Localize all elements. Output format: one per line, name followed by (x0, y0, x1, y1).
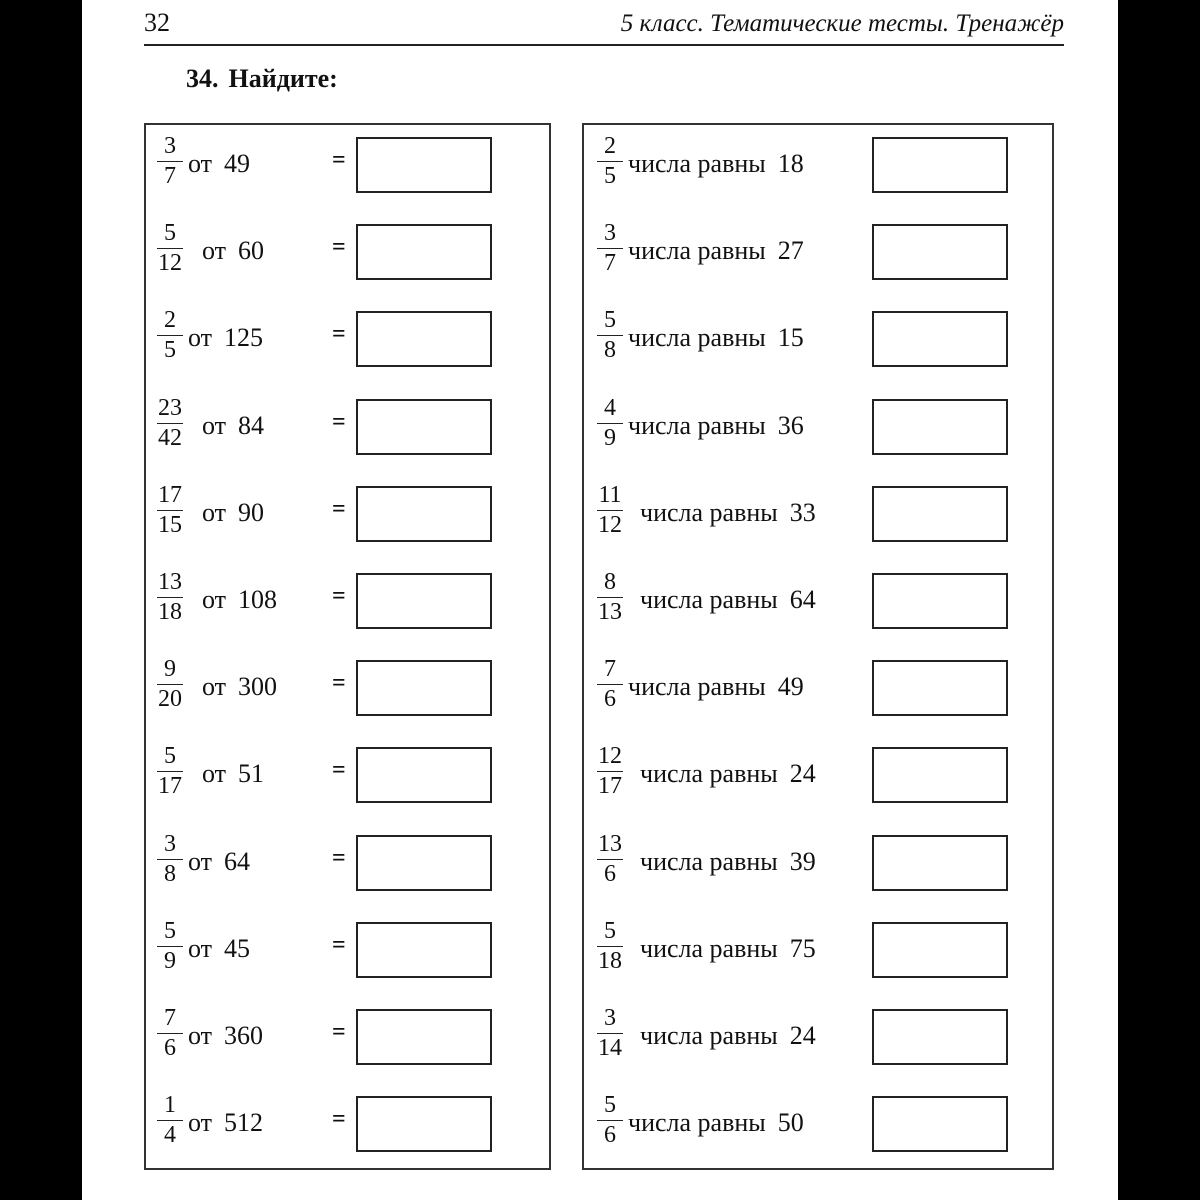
given-value: 360 (224, 1021, 264, 1050)
answer-box[interactable] (356, 399, 492, 455)
given-value: 125 (224, 323, 264, 353)
task-title: Найдите: (228, 64, 338, 93)
fraction-numerator: 13 (158, 569, 182, 595)
given-value: 50 (777, 1108, 804, 1138)
fraction-bar (157, 161, 183, 162)
left-exercise-row (146, 474, 549, 561)
connector-text: от (202, 410, 227, 440)
fraction-denominator: 6 (164, 1035, 176, 1061)
left-exercise-row (146, 299, 549, 386)
answer-box[interactable] (872, 1096, 1008, 1152)
exercise-text (188, 847, 250, 877)
given-value: 15 (777, 323, 804, 353)
equals-sign: = (332, 1106, 346, 1133)
given-value: 45 (224, 933, 251, 963)
given-value: 39 (789, 846, 816, 876)
fraction-numerator: 17 (158, 481, 182, 508)
exercise-text (188, 323, 263, 353)
answer-box[interactable] (356, 224, 492, 280)
fraction-denominator: 9 (164, 947, 176, 974)
fraction-bar (157, 423, 183, 424)
given-value: 90 (238, 497, 265, 527)
fraction-bar (157, 771, 183, 772)
right-exercise-row (584, 474, 1052, 561)
fraction-denominator: 5 (604, 163, 616, 189)
fraction (592, 220, 628, 276)
right-exercise-row (584, 1084, 1052, 1171)
answer-box[interactable] (872, 224, 1008, 280)
answer-box[interactable] (356, 835, 492, 891)
answer-box[interactable] (356, 747, 492, 803)
fraction-bar (597, 1120, 623, 1121)
fraction-denominator: 13 (598, 599, 622, 625)
connector-text: от (188, 933, 213, 963)
fraction-bar (597, 248, 623, 249)
fraction-numerator: 5 (604, 307, 616, 334)
given-value: 300 (238, 672, 278, 702)
fraction-bar (597, 859, 623, 860)
fraction-bar (597, 161, 623, 162)
fraction-denominator: 20 (158, 686, 182, 713)
fraction (152, 395, 188, 451)
fraction-bar (157, 859, 183, 860)
right-exercise-row (584, 125, 1052, 212)
given-value: 49 (777, 672, 804, 702)
fraction (592, 656, 628, 712)
fraction-denominator: 6 (604, 686, 616, 713)
left-exercise-row (146, 125, 549, 212)
given-value: 64 (224, 846, 251, 876)
equals-sign: = (332, 844, 346, 871)
exercise-text (640, 585, 816, 615)
fraction-numerator: 5 (164, 220, 176, 247)
task-heading (186, 64, 348, 94)
exercise-text (640, 759, 816, 789)
running-title: 5 класс. Тематические тесты. Тренажёр (620, 10, 1064, 37)
fraction (152, 831, 188, 887)
fraction (592, 743, 628, 799)
given-value: 60 (238, 236, 265, 266)
connector-text: числа равны (640, 585, 778, 614)
answer-box[interactable] (872, 660, 1008, 716)
left-exercise-row (146, 648, 549, 735)
fraction (152, 133, 188, 189)
given-value: 36 (777, 410, 804, 440)
fraction (592, 307, 628, 363)
answer-box[interactable] (356, 311, 492, 367)
fraction (592, 1005, 628, 1061)
answer-box[interactable] (872, 1009, 1008, 1065)
page-number: 32 (144, 8, 170, 37)
exercise-text (202, 585, 277, 615)
fraction-denominator: 18 (158, 599, 182, 625)
exercise-text (188, 149, 250, 179)
answer-box[interactable] (872, 486, 1008, 542)
right-exercise-row (584, 387, 1052, 474)
fraction (152, 918, 188, 974)
fraction (152, 220, 188, 276)
fraction-denominator: 18 (598, 947, 622, 974)
fraction-bar (597, 684, 623, 685)
fraction (152, 1092, 188, 1148)
exercise-text (202, 498, 264, 528)
fraction-bar (597, 771, 623, 772)
connector-text: числа равны (628, 323, 766, 353)
fraction-numerator: 3 (164, 830, 176, 857)
connector-text: числа равны (640, 1021, 778, 1050)
fraction-numerator: 5 (604, 917, 616, 944)
connector-text: числа равны (628, 236, 766, 266)
given-value: 49 (224, 149, 251, 178)
right-exercise-row (584, 997, 1052, 1084)
fraction-numerator: 3 (604, 220, 616, 247)
connector-text: от (188, 1108, 213, 1138)
fraction-numerator: 8 (604, 569, 616, 595)
left-exercise-row (146, 1084, 549, 1171)
fraction-denominator: 15 (158, 511, 182, 538)
fraction-bar (597, 946, 623, 947)
fraction-denominator: 17 (158, 773, 182, 800)
exercise-text (640, 934, 816, 964)
fraction-numerator: 7 (164, 1005, 176, 1031)
connector-text: от (202, 759, 227, 789)
exercise-text (640, 498, 816, 528)
answer-box[interactable] (872, 573, 1008, 629)
fraction-denominator: 4 (164, 1122, 176, 1149)
answer-box[interactable] (872, 747, 1008, 803)
fraction-bar (157, 1033, 183, 1034)
fraction (152, 1005, 188, 1061)
given-value: 64 (789, 585, 816, 614)
fraction (152, 656, 188, 712)
fraction-numerator: 4 (604, 394, 616, 421)
answer-box[interactable] (356, 1096, 492, 1152)
fraction-bar (157, 1120, 183, 1121)
connector-text: числа равны (628, 410, 766, 440)
fraction (592, 918, 628, 974)
exercise-text (188, 1021, 263, 1051)
fraction (592, 482, 628, 538)
equals-sign: = (332, 495, 346, 522)
equals-sign: = (332, 408, 346, 435)
exercise-text (640, 847, 816, 877)
fraction (152, 482, 188, 538)
given-value: 18 (777, 149, 804, 178)
fraction-bar (597, 597, 623, 598)
fraction-numerator: 3 (604, 1005, 616, 1031)
left-exercise-row (146, 823, 549, 910)
exercise-text (202, 411, 264, 441)
fraction-bar (597, 335, 623, 336)
answer-box[interactable] (872, 399, 1008, 455)
given-value: 108 (238, 585, 278, 614)
right-exercise-row (584, 735, 1052, 822)
connector-text: числа равны (640, 759, 778, 789)
right-exercise-row (584, 212, 1052, 299)
left-exercise-row (146, 910, 549, 997)
exercise-text (628, 1108, 804, 1138)
connector-text: от (188, 1021, 213, 1050)
exercise-text (628, 672, 804, 702)
fraction-denominator: 6 (604, 860, 616, 887)
connector-text: от (188, 846, 213, 876)
left-exercise-row (146, 561, 549, 648)
fraction-numerator: 3 (164, 133, 176, 159)
left-exercise-row (146, 387, 549, 474)
fraction-bar (157, 946, 183, 947)
worksheet-page (82, 0, 1118, 1200)
connector-text: от (202, 585, 227, 614)
fraction-bar (157, 597, 183, 598)
fraction-numerator: 5 (604, 1092, 616, 1119)
fraction-denominator: 42 (158, 424, 182, 451)
fraction-denominator: 8 (604, 337, 616, 364)
exercise-text (628, 411, 804, 441)
fraction-denominator: 9 (604, 424, 616, 451)
given-value: 51 (238, 759, 265, 789)
fraction-numerator: 11 (598, 481, 622, 508)
connector-text: числа равны (628, 149, 766, 178)
connector-text: числа равны (640, 933, 778, 963)
given-value: 27 (777, 236, 804, 266)
right-exercise-row (584, 561, 1052, 648)
connector-text: числа равны (640, 497, 778, 527)
fraction (592, 831, 628, 887)
left-exercise-row (146, 997, 549, 1084)
given-value: 75 (789, 933, 816, 963)
answer-box[interactable] (356, 922, 492, 978)
equals-sign: = (332, 583, 346, 609)
fraction (592, 1092, 628, 1148)
given-value: 512 (224, 1108, 264, 1138)
right-exercise-row (584, 823, 1052, 910)
answer-box[interactable] (872, 137, 1008, 193)
fraction-denominator: 12 (598, 511, 622, 538)
fraction-numerator: 5 (164, 743, 176, 770)
answer-box[interactable] (356, 573, 492, 629)
fraction-denominator: 7 (604, 250, 616, 277)
left-exercise-row (146, 735, 549, 822)
equals-sign: = (332, 1019, 346, 1045)
equals-sign: = (332, 670, 346, 697)
given-value: 84 (238, 410, 265, 440)
equals-sign: = (332, 234, 346, 261)
answer-box[interactable] (872, 311, 1008, 367)
fraction-denominator: 14 (598, 1035, 622, 1061)
exercise-text (640, 1021, 816, 1051)
fraction-bar (597, 423, 623, 424)
fraction-numerator: 1 (164, 1092, 176, 1119)
fraction-bar (597, 510, 623, 511)
fraction-numerator: 2 (164, 307, 176, 334)
given-value: 24 (789, 759, 816, 789)
fraction (592, 395, 628, 451)
connector-text: от (188, 323, 213, 353)
answer-box[interactable] (872, 922, 1008, 978)
exercise-text (188, 934, 250, 964)
fraction-numerator: 2 (604, 133, 616, 159)
exercise-text (628, 236, 804, 266)
connector-text: от (202, 672, 227, 702)
fraction-denominator: 8 (164, 860, 176, 887)
right-panel (582, 123, 1054, 1170)
answer-box[interactable] (356, 486, 492, 542)
fraction (152, 569, 188, 625)
fraction-bar (157, 510, 183, 511)
left-panel (144, 123, 551, 1170)
connector-text: от (188, 149, 213, 178)
fraction-numerator: 7 (604, 656, 616, 683)
connector-text: числа равны (640, 846, 778, 876)
fraction-bar (157, 248, 183, 249)
exercise-text (202, 672, 277, 702)
connector-text: от (202, 236, 227, 266)
exercise-text (628, 323, 804, 353)
equals-sign: = (332, 147, 346, 173)
equals-sign: = (332, 321, 346, 348)
fraction (152, 743, 188, 799)
answer-box[interactable] (356, 1009, 492, 1065)
fraction-numerator: 5 (164, 917, 176, 944)
fraction-numerator: 23 (158, 394, 182, 421)
fraction-numerator: 13 (598, 830, 622, 857)
connector-text: числа равны (628, 672, 766, 702)
fraction-denominator: 17 (598, 773, 622, 800)
fraction (592, 569, 628, 625)
page-header (144, 4, 1064, 46)
fraction (592, 133, 628, 189)
right-exercise-row (584, 648, 1052, 735)
fraction-bar (157, 335, 183, 336)
left-exercise-row (146, 212, 549, 299)
exercise-text (628, 149, 804, 179)
fraction-denominator: 6 (604, 1122, 616, 1149)
answer-box[interactable] (356, 137, 492, 193)
equals-sign: = (332, 931, 346, 958)
connector-text: числа равны (628, 1108, 766, 1138)
answer-box[interactable] (356, 660, 492, 716)
fraction-numerator: 12 (598, 743, 622, 770)
given-value: 33 (789, 497, 816, 527)
equals-sign: = (332, 757, 346, 784)
task-number: 34. (186, 64, 219, 93)
fraction-denominator: 12 (158, 250, 182, 277)
exercise-text (188, 1108, 263, 1138)
connector-text: от (202, 497, 227, 527)
answer-box[interactable] (872, 835, 1008, 891)
given-value: 24 (789, 1021, 816, 1050)
fraction-denominator: 5 (164, 337, 176, 364)
fraction-numerator: 9 (164, 656, 176, 683)
fraction-bar (157, 684, 183, 685)
fraction-bar (597, 1033, 623, 1034)
right-exercise-row (584, 299, 1052, 386)
exercise-text (202, 236, 264, 266)
right-exercise-row (584, 910, 1052, 997)
fraction-denominator: 7 (164, 163, 176, 189)
exercise-text (202, 759, 264, 789)
fraction (152, 307, 188, 363)
